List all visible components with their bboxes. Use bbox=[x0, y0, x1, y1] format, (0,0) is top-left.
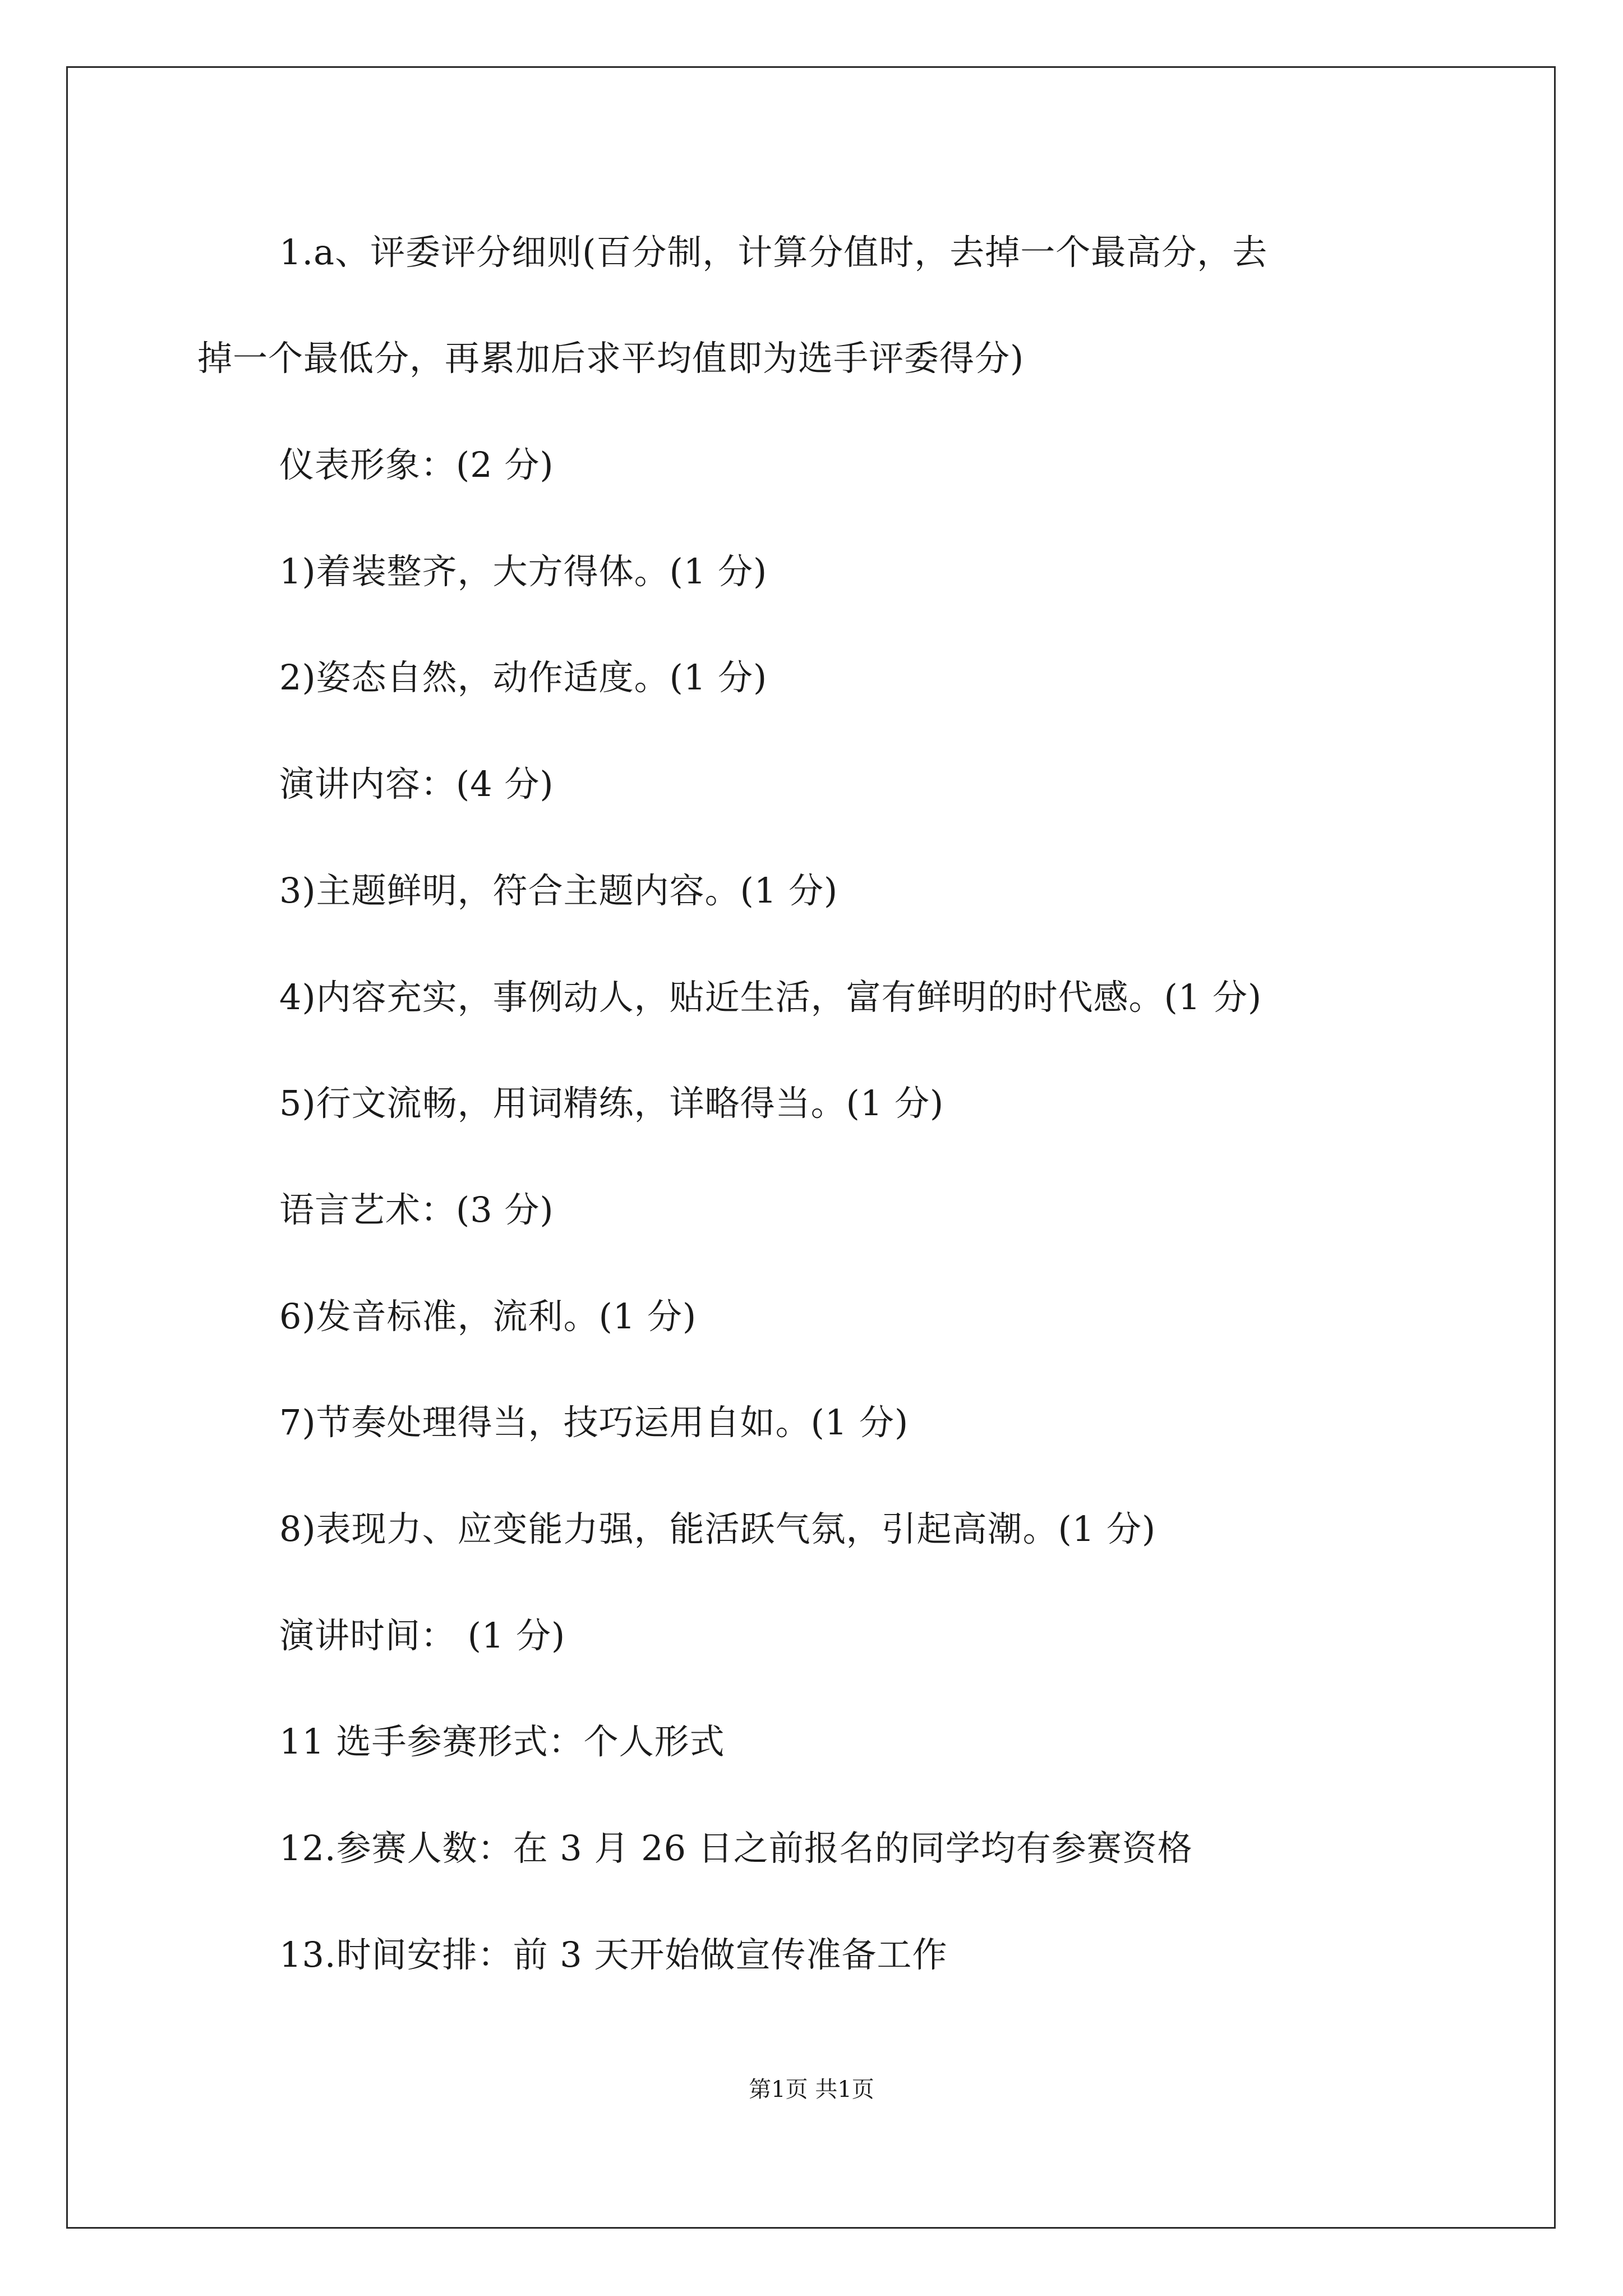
numbered-item-11: 11 选手参赛形式：个人形式 bbox=[279, 1721, 725, 1762]
numbered-item-12: 12.参赛人数：在 3 月 26 日之前报名的同学均有参赛资格 bbox=[279, 1828, 1193, 1869]
numbered-item-13: 13.时间安排：前 3 天开始做宣传准备工作 bbox=[279, 1934, 948, 1975]
list-item-5: 5)行文流畅，用词精练，详略得当。(1 分) bbox=[279, 1083, 944, 1124]
list-item-6: 6)发音标准，流利。(1 分) bbox=[279, 1296, 697, 1337]
section-heading-content: 演讲内容：(4 分) bbox=[279, 763, 554, 804]
list-item-1: 1)着装整齐，大方得体。(1 分) bbox=[279, 551, 768, 592]
list-item-3: 3)主题鲜明，符合主题内容。(1 分) bbox=[279, 870, 838, 911]
paragraph-line-1: 1.a、评委评分细则(百分制，计算分值时，去掉一个最高分，去 bbox=[279, 232, 1268, 273]
list-item-2: 2)姿态自然，动作适度。(1 分) bbox=[279, 657, 768, 698]
list-item-7: 7)节奏处理得当，技巧运用自如。(1 分) bbox=[279, 1402, 909, 1443]
section-heading-appearance: 仪表形象：(2 分) bbox=[279, 444, 554, 485]
page-border bbox=[66, 66, 1556, 2229]
list-item-8: 8)表现力、应变能力强，能活跃气氛，引起高潮。(1 分) bbox=[279, 1508, 1156, 1549]
section-heading-time: 演讲时间： (1 分) bbox=[279, 1615, 566, 1656]
page-footer: 第1页 共1页 bbox=[749, 2077, 874, 2102]
paragraph-line-2: 掉一个最低分，再累加后求平均值即为选手评委得分) bbox=[197, 338, 1025, 379]
section-heading-language: 语言艺术：(3 分) bbox=[279, 1189, 554, 1230]
list-item-4: 4)内容充实，事例动人，贴近生活，富有鲜明的时代感。(1 分) bbox=[279, 977, 1262, 1018]
